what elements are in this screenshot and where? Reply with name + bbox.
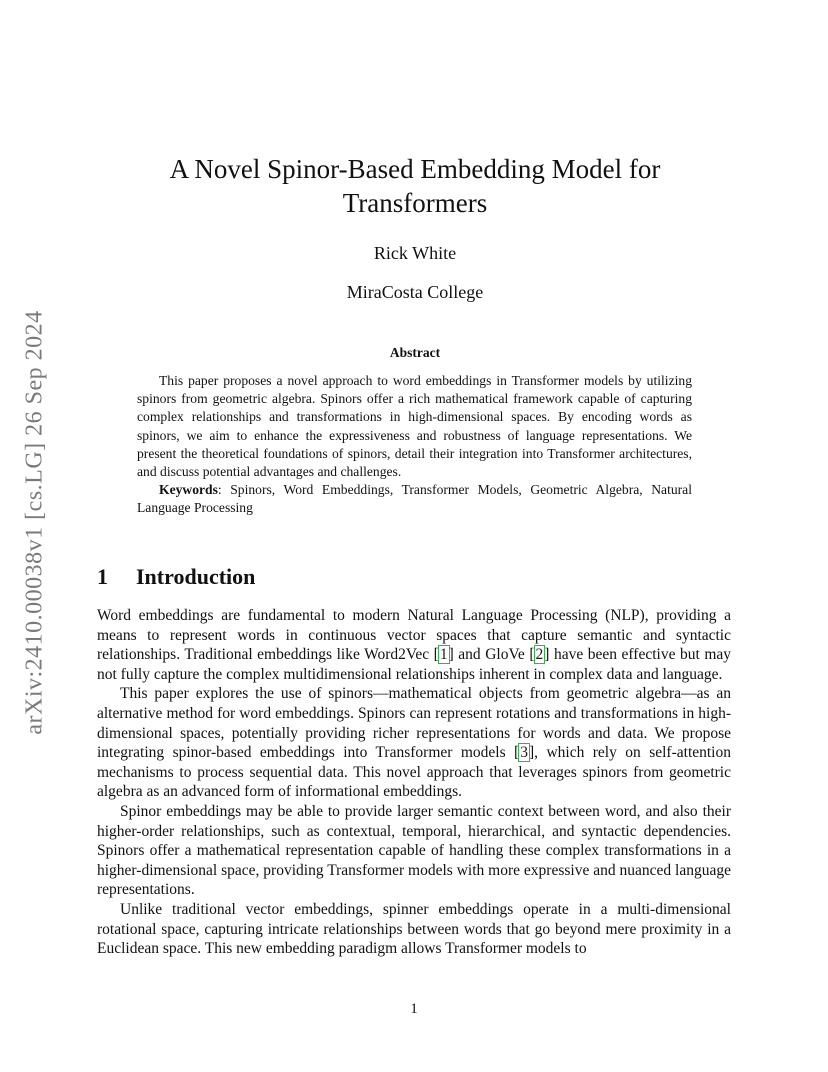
paragraph-1: Word embeddings are fundamental to modern Natural Language Processing (NLP), providing a means to represent words in continuous vector spaces that capture semantic and syntactic relationships. Traditional embeddings like Word2Vec [1] and GloVe [2] have been effective but may not fully capture the complex multidimensional relationships inherent in complex data and language. [97,607,732,683]
section-title: Introduction [136,564,256,589]
paragraph-3: Spinor embeddings may be able to provide larger semantic context between word, and also their higher-order relationships, such as contextual, temporal, hierarchical, and syntactic dependencies. Spinors offer a mathematical representation capable of handling these complex transformations in a higher-dimensional space, providing Transformer models with more expressive and nuanced language representations. [97,802,731,899]
section-heading [97,564,255,590]
author-affiliation: MiraCosta College [346,282,484,302]
section-body [97,606,731,959]
abstract-heading: Abstract [389,345,441,360]
arxiv-identifier-text: arXiv:2410.00038v1 [cs.LG] 26 Sep 2024 [21,309,48,735]
keywords-list: : Spinors, Word Embeddings, Transformer Models, Geometric Algebra, Natural Language Processing [137,482,692,516]
paragraph-1-text-c: have been effective but may not fully capture the complex multidimensional relationships inherent in complex data and language. [97,646,732,683]
citation-link-3[interactable]: 3 [520,744,528,762]
author-name: Rick White [373,243,457,263]
paper-title: A Novel Spinor-Based Embedding Model for Transformers [169,154,661,218]
paragraph-4: Unlike traditional vector embeddings, spinner embeddings operate in a multi-dimensional rotational space, capturing intricate relationships between words that go beyond mere proximity in a Euclidean space. This new embedding paradigm allows Transformer models to [97,900,731,958]
paragraph-1-text-a: Word embeddings are fundamental to modern Natural Language Processing (NLP), providing a means to represent words in continuous vector spaces that capture semantic and syntactic relationships. Traditional embeddings like Word2Vec [97,607,731,664]
paragraph-1-text-b: and GloVe [453,646,530,664]
keywords-label: Keywords [159,482,218,498]
abstract-text: This paper proposes a novel approach to word embeddings in Transformer models by utilizing spinors from geometric algebra. Spinors offer a rich mathematical framework capable of capturing complex relationships and transformations in high-dimensional spaces. By encoding words as spinors, we aim to enhance the expressiveness and robustness of language representations. We present the theoretical foundations of spinors, detail their integration into Transformer architectures, and discuss potential advantages and challenges. [137,373,692,480]
paragraph-2-text-b: , which rely on self-attention mechanisms to process sequential data. This novel approach that leverages spinors from geometric algebra as an advanced form of informational embeddings. [97,744,731,801]
citation-link-2[interactable]: 2 [535,646,544,664]
paragraph-2: This paper explores the use of spinors—mathematical objects from geometric algebra—as an alternative method for word embeddings. Spinors can represent rotations and transformations in high-dimensional spaces, potentially providing richer representations for words and data. We propose integrating spinor-based embeddings into Transformer models [3], which rely on self-attention mechanisms to process sequential data. This novel approach that leverages spinors from geometric algebra as an advanced form of informational embeddings. [97,685,731,801]
paragraph-2-text-a: This paper explores the use of spinors—mathematical objects from geometric algebra—as an alternative method for word embeddings. Spinors can represent rotations and transformations in high-dimensional spaces, potentially providing richer representations for words and data. We propose integrating spinor-based embeddings into Transformer models [97,685,731,762]
keywords-line [137,481,692,517]
arxiv-identifier [14,287,56,757]
abstract-block [137,372,692,518]
page-number: 1 [410,1001,418,1017]
citation-link-1[interactable]: 1 [439,646,448,664]
section-number: 1 [97,564,108,589]
